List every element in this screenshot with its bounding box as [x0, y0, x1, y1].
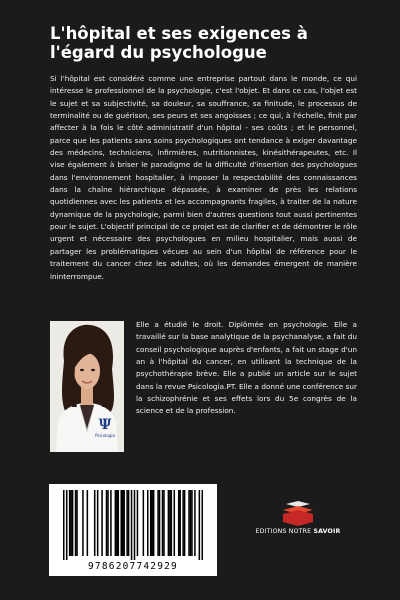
author-portrait-image [50, 321, 124, 452]
barcode-bar [191, 490, 193, 556]
psi-symbol: Ψ [98, 417, 112, 433]
barcode-bar [63, 490, 65, 560]
barcode-bar [168, 490, 170, 556]
publisher-name-light: EDITIONS NOTRE [255, 528, 314, 535]
barcode-bar [150, 490, 152, 556]
barcode-bar [147, 490, 149, 556]
barcode-bar [123, 490, 125, 556]
book-description: Si l'hôpital est considéré comme une entreprise partout dans le monde, ce qui intéresse le professionnel de la psychologie, c'est l'objet. Et dans ce cas, l'objet est le sujet et sa subjectivité, sa douleur, sa souffrance, sa finitude, le processus de terminalité ou de guérison, ses peurs et ses angoisses ; ce qui, à l'échelle, finit par affecter à la fois le côté administratif d'un hôpital - ses coûts ; et le personnel, parce que les patients sans soins psychologiques ont tendance à exiger davantage des médecins, techniciens, infirmières, nutritionnistes, kinésithérapeutes, etc. Il vise également à briser le paradigme de la difficulté d'insertion des psychologues dans l'environnement hospitalier, à imposer la respectabilité des connaissances dans la chaîne hiérarchique dépassée, à examiner de près les relations quotidiennes avec les patients et les accompagnants fragiles, à traiter de la nature dynamique de la psychologie, parmi bien d'autres questions tout aussi pertinentes pour le sujet. L'objectif principal de ce projet est de clarifier et de démontrer le rôle urgent et nécessaire des psychologues en milieu hospitalier, mais aussi de partager les problématiques vécues au sein d'un hôpital de référence pour le traitement du cancer chez les adultes, où les demandes émergent de manière ininterrompue. [50, 74, 357, 281]
title-line-1: L'hôpital et ses exigences à [50, 24, 308, 43]
barcode-bar [122, 490, 124, 556]
barcode-bar [190, 490, 192, 556]
barcode-bar [163, 490, 165, 556]
barcode-bar [128, 490, 130, 556]
barcode-bar [153, 490, 155, 556]
barcode-bar [131, 490, 133, 560]
barcode-bar [174, 490, 176, 556]
barcode-bar [94, 490, 96, 556]
barcode-bar [69, 490, 71, 556]
barcode-bar [76, 490, 78, 556]
barcode-bar [101, 490, 103, 556]
barcode-bar [179, 490, 181, 556]
barcode-bar [182, 490, 184, 556]
barcode-bar [151, 490, 153, 556]
barcode-bar [87, 490, 89, 556]
barcode-bar [137, 490, 139, 556]
barcode-bar [118, 490, 120, 556]
author-bio: Elle a étudié le droit. Diplômée en psychologie. Elle a travaillé sur la base analytique de la psychanalyse, a fait du conseil psychologique auprès d'enfants, a fait un stage d'un an à l'hôpital du cancer, en utilisant la technique de la psychothérapie brève. Elle a publié un article sur le sujet dans la revue Psicologia.PT. Elle a donné une conférence sur la schizophrénie et ses effets lors du 5e congrès de la science et de la profession. [136, 320, 357, 416]
barcode-bar [70, 490, 72, 556]
barcode-bar [82, 490, 84, 556]
barcode-bar [188, 490, 190, 556]
barcode-bar [120, 490, 122, 556]
publisher-logo-icon [278, 500, 318, 526]
barcode-bar [143, 490, 145, 556]
barcode-bar [134, 490, 136, 560]
barcode-bar [97, 490, 99, 556]
author-photo [50, 321, 124, 452]
barcode-bar [116, 490, 118, 556]
barcode-bar [126, 490, 128, 556]
barcode-bar [184, 490, 186, 556]
barcode-bar [66, 490, 68, 560]
barcode-bar [159, 490, 161, 556]
barcode-bar [171, 490, 173, 556]
barcode-bar [169, 490, 171, 556]
title-line-2: l'égard du psychologue [50, 43, 267, 62]
barcode-bar [110, 490, 112, 556]
barcode-bar [157, 490, 159, 556]
book-title [50, 24, 370, 62]
barcode-bar [178, 490, 180, 556]
barcode-bar [107, 490, 109, 556]
barcode-bar [202, 490, 203, 560]
publisher-block [232, 500, 364, 535]
barcode-bars [63, 490, 203, 560]
barcode-bar [72, 490, 74, 556]
publisher-name [232, 528, 364, 535]
shirt-label: Psicologia [95, 433, 115, 438]
barcode-bar [106, 490, 108, 556]
isbn-number: 9786207742929 [88, 561, 178, 572]
barcode-bar [115, 490, 117, 556]
barcode [49, 484, 217, 576]
barcode-bar [194, 490, 196, 556]
barcode-bar [75, 490, 77, 556]
barcode-bar [199, 490, 201, 560]
publisher-name-bold: SAVOIR [313, 528, 341, 535]
barcode-bar [162, 490, 164, 556]
